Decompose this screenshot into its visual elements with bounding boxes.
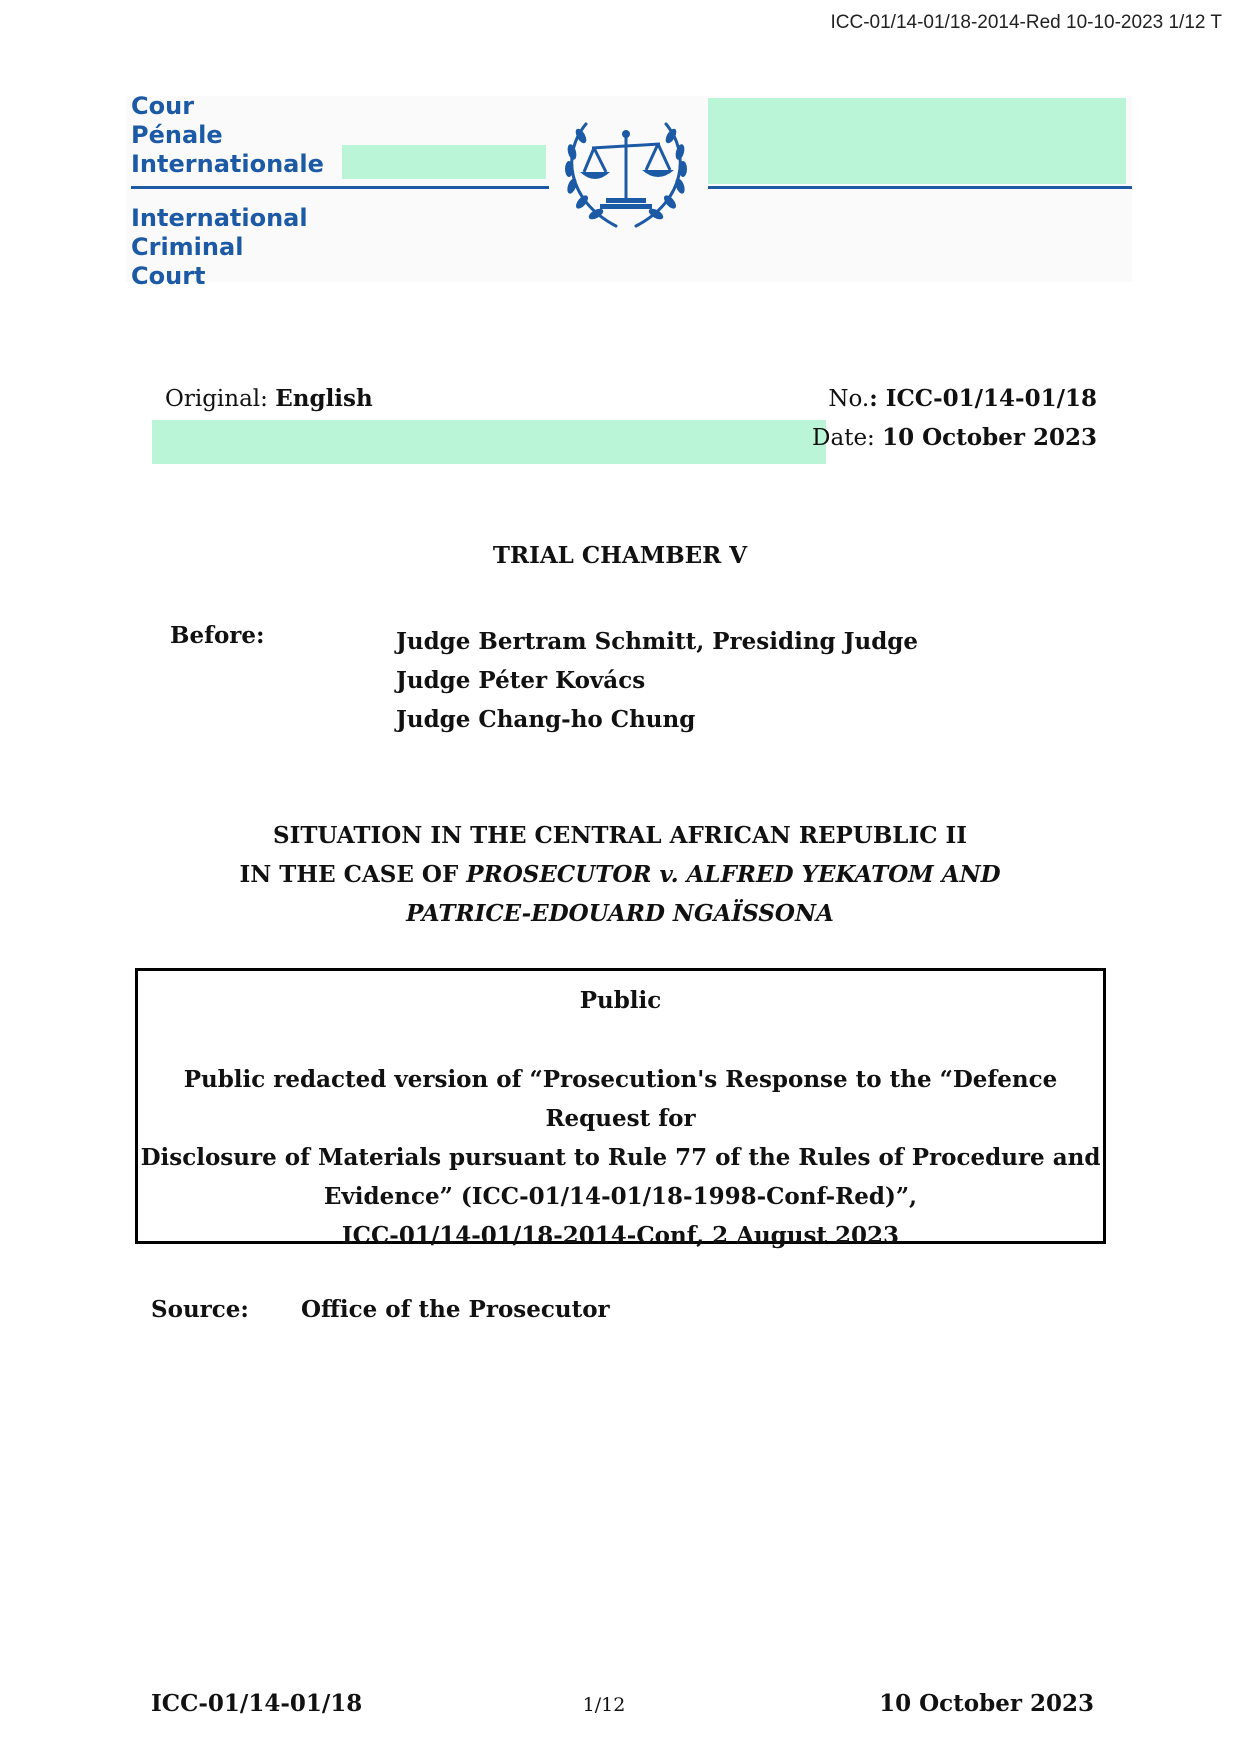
logo-french-name (131, 92, 324, 179)
case-prefix: IN THE CASE OF (239, 861, 467, 888)
situation-line: SITUATION IN THE CENTRAL AFRICAN REPUBLIC II (272, 822, 968, 849)
classification: Public (579, 987, 662, 1014)
source-value: Office of the Prosecutor (301, 1296, 610, 1323)
document-title-line: Disclosure of Materials pursuant to Rule 77 of the Rules of Procedure and (140, 1144, 1101, 1171)
logo-word: Pénale (131, 121, 223, 149)
case-number-value: : ICC-01/14-01/18 (869, 385, 1097, 412)
original-label: Original: (165, 386, 276, 412)
redaction-block (152, 420, 826, 464)
document-title-line: Evidence” (ICC-01/14-01/18-1998-Conf-Red)”, (323, 1183, 918, 1210)
case-parties: PROSECUTOR v. ALFRED YEKATOM AND (466, 861, 1001, 888)
logo-divider-right (708, 186, 1132, 189)
logo-word: Criminal (131, 233, 244, 261)
logo-word: Court (131, 262, 206, 290)
before-label: Before: (170, 622, 265, 649)
case-number (828, 385, 1097, 412)
document-title (138, 1060, 1103, 1255)
document-stamp: ICC-01/14-01/18-2014-Red 10-10-2023 1/12 T (830, 12, 1222, 33)
document-date (812, 424, 1097, 451)
logo-word: Internationale (131, 150, 324, 178)
logo-english-name (131, 204, 308, 291)
judge-name: Judge Chang-ho Chung (396, 706, 696, 733)
footer-page-number: 1/12 (582, 1694, 626, 1716)
logo-word: Cour (131, 92, 195, 120)
judge-name: Judge Péter Kovács (396, 667, 646, 694)
judge-name: Judge Bertram Schmitt, Presiding Judge (396, 628, 919, 655)
source-label: Source: (151, 1296, 249, 1323)
case-number-label: No. (828, 386, 870, 412)
document-title-line: Public redacted version of “Prosecution's Response to the “Defence Request for (183, 1066, 1058, 1132)
case-line (0, 855, 1240, 894)
document-title-line: ICC-01/14-01/18-2014-Conf, 2 August 2023 (341, 1222, 900, 1249)
chamber-title: TRIAL CHAMBER V (492, 542, 748, 569)
logo-divider-left (131, 186, 549, 189)
document-title-box (135, 968, 1106, 1249)
date-value: 10 October 2023 (882, 424, 1097, 451)
original-value: English (275, 385, 373, 412)
judges-list (396, 622, 918, 739)
date-label: Date: (812, 425, 883, 451)
case-parties-continued: PATRICE-EDOUARD NGAÏSSONA (406, 900, 834, 927)
footer-case-number: ICC-01/14-01/18 (151, 1690, 363, 1717)
footer-date: 10 October 2023 (879, 1690, 1094, 1717)
original-language (165, 385, 373, 412)
redaction-block (342, 145, 546, 179)
situation-heading (0, 816, 1240, 933)
scales-of-justice-laurel-icon (556, 114, 696, 238)
redaction-block (708, 98, 1126, 184)
logo-word: International (131, 204, 308, 232)
